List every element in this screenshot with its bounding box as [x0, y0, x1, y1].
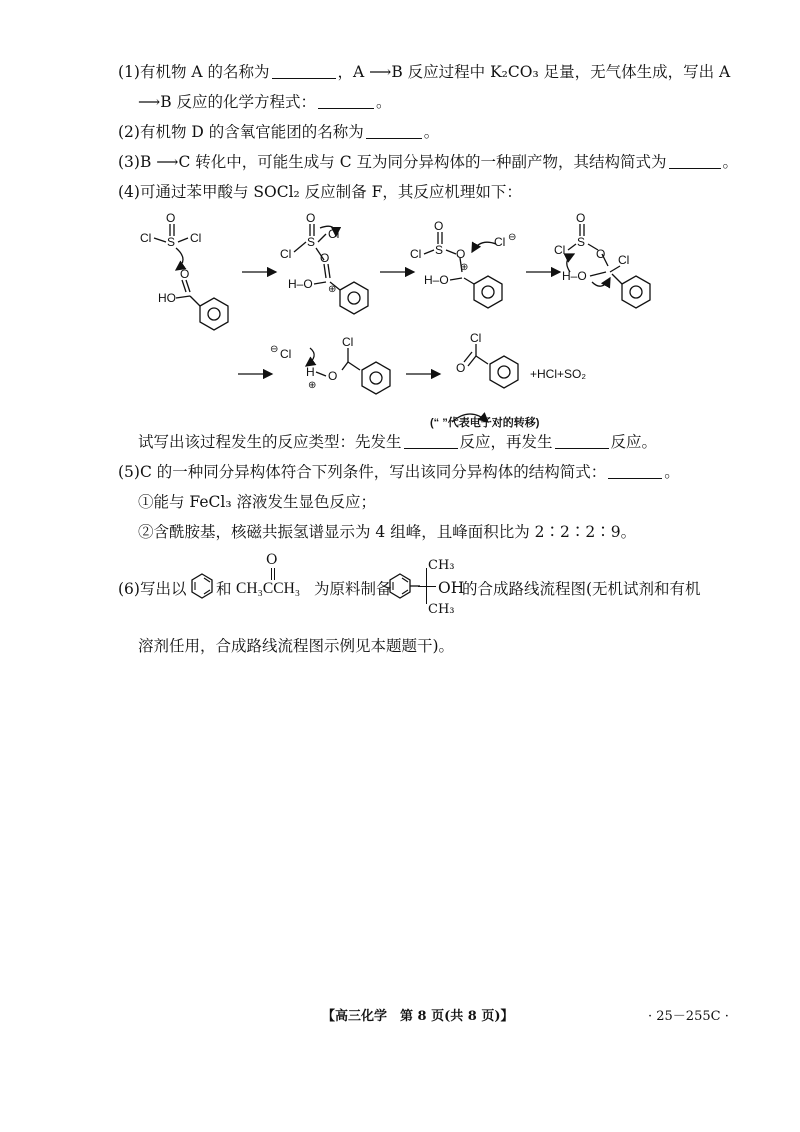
answer-blank[interactable] [366, 123, 422, 139]
mech-atom-label: S [167, 235, 176, 249]
benzene-ring-icon [190, 572, 214, 602]
mech-atom-label: O [434, 219, 444, 233]
q1-text-a: (1)有机物 A 的名称为 [118, 63, 270, 81]
answer-blank[interactable] [555, 433, 609, 449]
q6-reagent-o: O [266, 552, 278, 568]
mech-atom-label: O [180, 267, 190, 281]
mech-atom-label: HO [158, 291, 176, 305]
page-code: · 25－255C · [648, 1009, 729, 1024]
mech-atom-label: Cl [140, 231, 152, 245]
q5-text-a: (5)C 的一种同分异构体符合下列条件，写出该同分异构体的结构简式： [118, 463, 607, 481]
mech-atom-label: O [576, 211, 586, 225]
answer-blank[interactable] [669, 153, 721, 169]
q1-line1 [118, 62, 730, 82]
phenyl-ring-icon [388, 572, 420, 602]
carbon-bond-horizontal [418, 586, 436, 588]
mech-atom-label: H–O [562, 269, 587, 283]
mech-atom-label: Cl [280, 347, 292, 361]
q3-text-b: 。 [722, 153, 739, 171]
q5-condition-1 [138, 492, 376, 512]
q5-condition-2-text: ②含酰胺基，核磁共振氢谱显示为 4 组峰，且峰面积比为 2∶2∶2∶9。 [138, 523, 637, 541]
q5-condition-2 [138, 522, 636, 542]
q5-condition-1-text: ①能与 FeCl₃ 溶液发生显色反应； [138, 493, 376, 511]
mech-atom-label: S [307, 235, 316, 249]
q4-ask-b: 反应，再发生 [459, 433, 553, 451]
answer-blank[interactable] [318, 93, 374, 109]
q4-line [118, 182, 522, 202]
q6-ch3-top: CH₃ [428, 558, 455, 573]
mech-charge-label: ⊖ [508, 232, 517, 243]
mech-charge-label: ⊕ [308, 380, 317, 391]
mech-atom-label: H–O [288, 277, 313, 291]
q4-ask-c: 反应。 [610, 433, 658, 451]
mech-atom-label: Cl [328, 227, 340, 241]
q2-text-b: 。 [423, 123, 440, 141]
q6-oh: OH [438, 579, 465, 597]
q1-text-b: ，A ⟶B 反应过程中 K₂CO₃ 足量，无气体生成，写出 A [337, 63, 731, 81]
reaction-mechanism-diagram [130, 200, 730, 440]
q6-text-d: 的合成路线流程图(无机试剂和有机 [462, 580, 701, 598]
mech-atom-label: H [306, 365, 315, 379]
q1-text-d: 。 [376, 93, 392, 111]
mech-atom-label: O [596, 247, 606, 261]
q4-text: (4)可通过苯甲酸与 SOCl₂ 反应制备 F，其反应机理如下： [118, 183, 522, 201]
q6-reagent: CH₃CCH₃ [236, 580, 301, 597]
q3-line [118, 152, 738, 172]
q6-line2: 溶剂任用，合成路线流程图示例见本题题干)。 [138, 637, 455, 655]
mech-atom-label: O [456, 361, 466, 375]
q5-text-b: 。 [664, 463, 680, 481]
q6-text-c: 为原料制备 [314, 580, 392, 598]
mech-charge-label: ⊖ [270, 344, 279, 355]
q2-text-a: (2)有机物 D 的含氧官能团的名称为 [118, 123, 364, 141]
q4-ask-line [138, 432, 657, 452]
q6-ch3-bottom: CH₃ [428, 602, 455, 617]
answer-blank[interactable] [404, 433, 458, 449]
mech-atom-label: O [328, 369, 338, 383]
mech-atom-label: Cl [190, 231, 202, 245]
q3-text-a: (3)B ⟶C 转化中，可能生成与 C 互为同分异构体的一种副产物，其结构简式为 [118, 153, 667, 171]
mech-atom-label: O [166, 211, 176, 225]
q1-line2 [138, 92, 392, 112]
mech-atom-label: Cl [618, 253, 630, 267]
q2-line [118, 122, 439, 142]
q1-text-c: ⟶B 反应的化学方程式： [138, 93, 317, 111]
mech-atom-label: Cl [494, 235, 506, 249]
mech-atom-label: Cl [470, 331, 482, 345]
mech-atom-label: S [435, 243, 444, 257]
q4-ask-a: 试写出该过程发生的反应类型：先发生 [138, 433, 402, 451]
mech-charge-label: ⊕ [460, 262, 469, 273]
mech-byproducts-label: +HCl+SO₂ [530, 367, 587, 381]
mech-note: (“ ”代表电子对的转移) [430, 417, 540, 429]
answer-blank[interactable] [272, 63, 336, 79]
page-footer: 【高三化学 第 8 页(共 8 页)】 [322, 1009, 514, 1024]
mech-atom-label: H–O [424, 273, 449, 287]
mech-charge-label: ⊕ [328, 284, 337, 295]
mech-atom-label: Cl [554, 243, 566, 257]
q6-text-b: 和 [216, 580, 232, 598]
q6-text-a: (6)写出以 [118, 580, 187, 598]
q5-line [118, 462, 680, 482]
mech-atom-label: Cl [342, 335, 354, 349]
mech-atom-label: Cl [410, 247, 422, 261]
mech-atom-label: O [320, 251, 330, 265]
answer-blank[interactable] [608, 463, 662, 479]
mech-atom-label: Cl [280, 247, 292, 261]
mech-atom-label: S [577, 235, 586, 249]
mech-atom-label: O [306, 211, 316, 225]
mech-atom-label: O [456, 247, 466, 261]
